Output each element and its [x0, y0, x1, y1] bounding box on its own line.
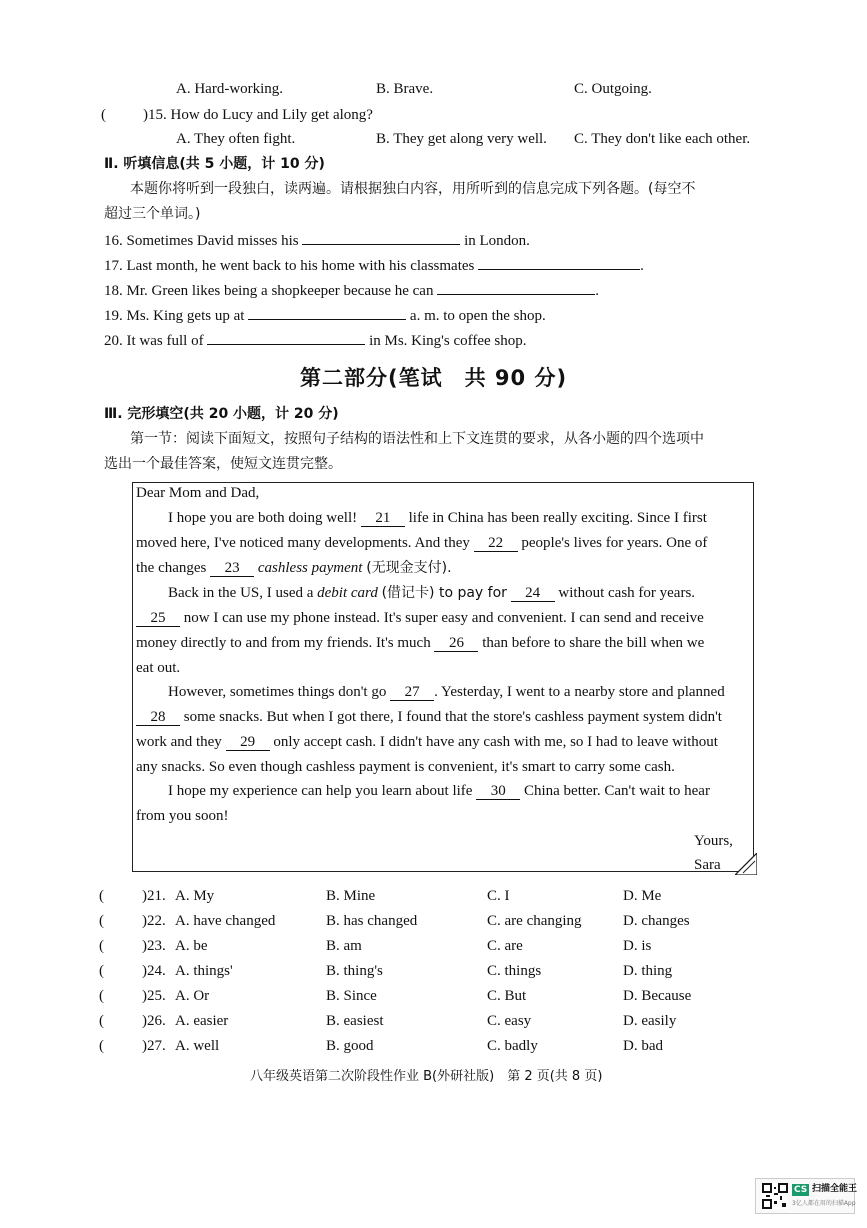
q16-answer-blank[interactable] [302, 230, 460, 245]
letter-text: work and they [136, 734, 222, 750]
letter-text: moved here, I've noticed many developments. And they [136, 535, 470, 551]
section2-instruction-1: 本题你将听到一段独白，读两遍。请根据独白内容，用所听到的信息完成下列各题。(每空不 [130, 181, 696, 197]
q18-answer-blank[interactable] [437, 280, 595, 295]
choice-option-d[interactable]: D. is [623, 938, 652, 954]
q16-suffix: in London. [464, 233, 530, 249]
q20-answer-blank[interactable] [207, 330, 365, 345]
choice-option-a[interactable]: A. easier [175, 1013, 229, 1029]
choice-option-c[interactable]: C. badly [487, 1038, 538, 1054]
choice-paren-close: ) [142, 938, 147, 954]
choice-question-number [142, 912, 166, 930]
page-footer: 八年级英语第二次阶段性作业 B(外研社版) 第 2 页(共 8 页) [250, 1069, 603, 1084]
qr-code-icon [762, 1183, 788, 1209]
blank-28[interactable]: 28 [136, 709, 180, 726]
letter-text: money directly to and from my friends. It's much [136, 635, 431, 651]
choice-option-b[interactable]: B. Mine [326, 888, 376, 904]
q18-suffix: . [595, 283, 599, 299]
q20 [104, 330, 527, 350]
letter-line-6 [136, 634, 704, 652]
choice-paren-open[interactable]: ( [99, 963, 104, 979]
letter-line-2 [136, 534, 707, 552]
q14-option-b: B. Brave. [376, 81, 434, 97]
choice-option-b[interactable]: B. thing's [326, 963, 383, 979]
blank-29[interactable]: 29 [226, 734, 270, 751]
choice-option-b[interactable]: B. has changed [326, 913, 418, 929]
section2-instruction-2: 超过三个单词。) [104, 206, 201, 222]
letter-text: only accept cash. I didn't have any cash with me, so I had to leave without [273, 734, 718, 750]
q15-option-a: A. They often fight. [176, 131, 296, 147]
q20-suffix: in Ms. King's coffee shop. [369, 333, 527, 349]
letter-text: some snacks. But when I got there, I found that the store's cashless payment system didn't [183, 709, 722, 725]
scanner-sub: 3亿人都在用的扫描App [792, 1200, 856, 1207]
letter-text: now I can use my phone instead. It's super easy and convenient. I can send and receive [183, 610, 704, 626]
choice-paren-close: ) [142, 888, 147, 904]
letter-line-5 [136, 609, 704, 627]
letter-line-12 [168, 782, 710, 800]
choice-option-c[interactable]: C. easy [487, 1013, 532, 1029]
choice-option-d[interactable]: D. Me [623, 888, 662, 904]
letter-text: However, sometimes things don't go [168, 684, 387, 700]
choice-question-number [142, 1037, 166, 1055]
q18 [104, 280, 599, 300]
q17-prefix: 17. Last month, he went back to his home with his classmates [104, 258, 475, 274]
page-fold-icon [735, 853, 757, 875]
choice-paren-close: ) [142, 963, 147, 979]
q19-answer-blank[interactable] [248, 305, 406, 320]
choice-option-a[interactable]: A. things' [175, 963, 233, 979]
q19-suffix: a. m. to open the shop. [409, 308, 546, 324]
scanner-label: 扫描全能王 [812, 1184, 858, 1194]
letter-line-4 [168, 584, 695, 602]
choice-option-c[interactable]: C. But [487, 988, 527, 1004]
letter-text: (借记卡) to pay for [381, 585, 507, 601]
letter-signature: Sara [694, 857, 721, 873]
choice-option-a[interactable]: A. Or [175, 988, 210, 1004]
q15-stem: How do Lucy and Lily get along? [170, 107, 373, 123]
q17-answer-blank[interactable] [478, 255, 640, 270]
q20-prefix: 20. It was full of [104, 333, 204, 349]
choice-option-c[interactable]: C. are [487, 938, 523, 954]
letter-line-7: eat out. [136, 660, 181, 676]
q15-paren-open: ( [101, 107, 106, 123]
letter-text: China better. Can't wait to hear [523, 783, 710, 799]
choice-option-b[interactable]: B. good [326, 1038, 374, 1054]
choice-paren-open[interactable]: ( [99, 888, 104, 904]
q16 [104, 230, 530, 250]
q15-question [143, 106, 373, 124]
q19 [104, 305, 546, 325]
choice-paren-close: ) [142, 988, 147, 1004]
choice-paren-open[interactable]: ( [99, 938, 104, 954]
choice-question-number [142, 887, 166, 905]
part2-title: 第二部分(笔试 共 90 分) [300, 366, 568, 390]
q17-suffix: . [640, 258, 644, 274]
choice-option-a[interactable]: A. have changed [175, 913, 276, 929]
choice-option-c[interactable]: C. things [487, 963, 542, 979]
choice-option-d[interactable]: D. Because [623, 988, 692, 1004]
blank-27[interactable]: 27 [390, 684, 434, 701]
choice-paren-close: ) [142, 1013, 147, 1029]
q18-prefix: 18. Mr. Green likes being a shopkeeper because he can [104, 283, 434, 299]
scanner-badge [755, 1178, 858, 1214]
q14-option-a: A. Hard-working. [176, 81, 284, 97]
choice-option-d[interactable]: D. easily [623, 1013, 677, 1029]
letter-italic-term: debit card [317, 585, 378, 601]
choice-option-d[interactable]: D. bad [623, 1038, 663, 1054]
choice-option-a[interactable]: A. be [175, 938, 208, 954]
letter-line-8 [168, 683, 725, 701]
choice-option-a[interactable]: A. well [175, 1038, 220, 1054]
choice-option-d[interactable]: D. changes [623, 913, 690, 929]
blank-23[interactable]: 23 [210, 560, 254, 577]
choice-number: 24. [147, 963, 166, 979]
choice-option-b[interactable]: B. easiest [326, 1013, 384, 1029]
section2-title: Ⅱ. 听填信息(共 5 小题，计 10 分) [104, 156, 325, 172]
letter-italic-term: cashless payment [257, 560, 363, 576]
q15-number: 15. [148, 107, 167, 123]
choice-option-c[interactable]: C. are changing [487, 913, 582, 929]
letter-text: Back in the US, I used a [168, 585, 314, 601]
choice-number: 25. [147, 988, 166, 1004]
q15-option-c: C. They don't like each other. [574, 131, 751, 147]
letter-line-9 [136, 708, 722, 726]
section3-instruction-1: 第一节：阅读下面短文，按照句子结构的语法性和上下文连贯的要求，从各小题的四个选项中 [130, 431, 704, 447]
letter-line-13: from you soon! [136, 808, 229, 824]
letter-text: life in China has been really exciting. Since I first [408, 510, 707, 526]
letter-line-10 [136, 733, 718, 751]
blank-30[interactable]: 30 [476, 783, 520, 800]
choice-option-b[interactable]: B. Since [326, 988, 377, 1004]
letter-text: people's lives for years. One of [521, 535, 708, 551]
choice-question-number [142, 1012, 166, 1030]
cs-logo-icon: CS [794, 1185, 808, 1195]
letter-text: the changes [136, 560, 207, 576]
choice-paren-close: ) [142, 1038, 147, 1054]
blank-24[interactable]: 24 [511, 585, 555, 602]
q15-option-b: B. They get along very well. [376, 131, 547, 147]
q19-prefix: 19. Ms. King gets up at [104, 308, 245, 324]
letter-line-3 [136, 559, 452, 577]
letter-line-11: any snacks. So even though cashless payment is convenient, it's smart to carry some cash. [136, 759, 675, 775]
choice-number: 22. [147, 913, 166, 929]
letter-text: (无现金支付). [366, 560, 452, 576]
letter-closing: Yours, [694, 833, 733, 849]
q14-option-c: C. Outgoing. [574, 81, 652, 97]
letter-line-1 [168, 509, 707, 527]
letter-greeting: Dear Mom and Dad, [136, 485, 260, 501]
choice-paren-close: ) [142, 913, 147, 929]
choice-paren-open[interactable]: ( [99, 913, 104, 929]
choice-option-d[interactable]: D. thing [623, 963, 673, 979]
q16-prefix: 16. Sometimes David misses his [104, 233, 299, 249]
q17 [104, 255, 644, 275]
section3-instruction-2: 选出一个最佳答案，使短文连贯完整。 [104, 456, 342, 472]
letter-text: I hope my experience can help you learn about life [168, 783, 473, 799]
blank-25[interactable]: 25 [136, 610, 180, 627]
letter-text: without cash for years. [558, 585, 696, 601]
blank-22[interactable]: 22 [474, 535, 518, 552]
blank-21[interactable]: 21 [361, 510, 405, 527]
choice-question-number [142, 962, 166, 980]
choice-option-a[interactable]: A. My [175, 888, 215, 904]
choice-number: 26. [147, 1013, 166, 1029]
letter-text: I hope you are both doing well! [168, 510, 358, 526]
choice-option-c[interactable]: C. I [487, 888, 510, 904]
choice-paren-open[interactable]: ( [99, 1013, 104, 1029]
letter-text: . Yesterday, I went to a nearby store and planned [434, 684, 725, 700]
choice-question-number [142, 987, 166, 1005]
choice-number: 27. [147, 1038, 166, 1054]
choice-paren-open[interactable]: ( [99, 1038, 104, 1054]
choice-number: 21. [147, 888, 166, 904]
choice-option-b[interactable]: B. am [326, 938, 362, 954]
letter-text: than before to share the bill when we [482, 635, 705, 651]
blank-26[interactable]: 26 [434, 635, 478, 652]
choice-question-number [142, 937, 166, 955]
section3-title: Ⅲ. 完形填空(共 20 小题，计 20 分) [104, 406, 339, 422]
choice-number: 23. [147, 938, 166, 954]
choice-paren-open[interactable]: ( [99, 988, 104, 1004]
q15-paren-close: ) [143, 107, 148, 123]
